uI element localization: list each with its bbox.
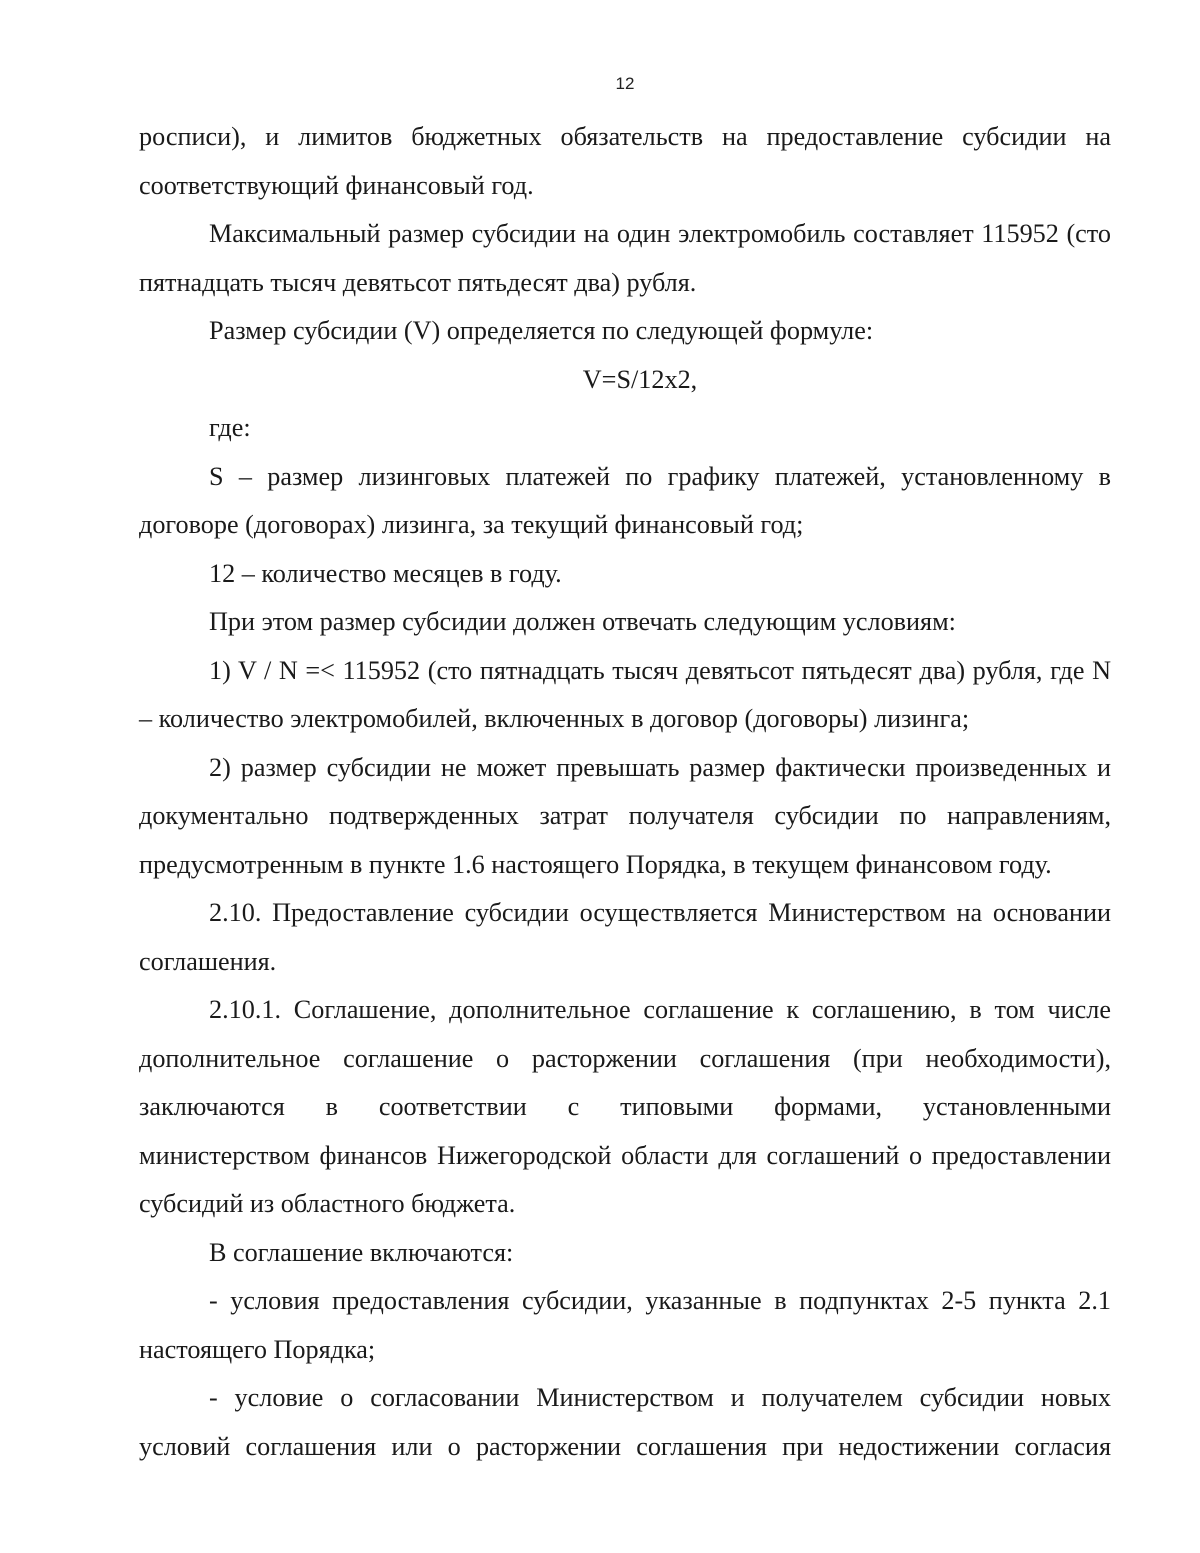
paragraph-item-conditions: - условия предоставления субсидии, указанные в подпунктах 2-5 пункта 2.1 настоящего Порядка;: [139, 1286, 1111, 1364]
paragraph-agreement-includes: В соглашение включаются:: [209, 1237, 514, 1267]
paragraph-item-agreement: - условие о согласовании Министерством и получателем субсидии новых условий соглашения или о расторжении соглашения при недостижении согласия: [139, 1383, 1111, 1461]
paragraph-condition-1: 1) V / N =< 115952 (сто пятнадцать тысяч девятьсот пятьдесят два) рубля, где N – количество электромобилей, включенных в договор (договоры) лизинга;: [139, 655, 1111, 733]
formula: V=S/12x2,: [582, 364, 698, 394]
paragraph-2-10-1-continued: министерством финансов Нижегородской области для соглашений о предоставлении субсидий из областного бюджета.: [139, 1140, 1111, 1218]
paragraph-2-10-1: 2.10.1. Соглашение, дополнительное соглашение к соглашению, в том числе дополнительное соглашение о расторжении соглашения (при необходимости), заключаются в соответствии с типовыми формами, установленными: [139, 995, 1111, 1121]
document-body: [139, 113, 1111, 1471]
paragraph-where: где:: [209, 413, 251, 442]
paragraph-s-definition: S – размер лизинговых платежей по графику платежей, установленному в договоре (договорах) лизинга, за текущий финансовый год;: [139, 461, 1111, 539]
paragraph-formula-intro: Размер субсидии (V) определяется по следующей формуле:: [209, 316, 874, 345]
paragraph-condition-2: 2) размер субсидии не может превышать размер фактически произведенных и документально подтвержденных затрат получателя субсидии по направлениям, предусмотренным в пункте 1.6 настоящего Порядка, в текущем финансовом году.: [139, 752, 1111, 879]
paragraph-max-subsidy: Максимальный размер субсидии на один электромобиль составляет 115952 (сто пятнадцать тысяч девятьсот пятьдесят два) рубля.: [139, 219, 1111, 297]
paragraph-2-10: 2.10. Предоставление субсидии осуществляется Министерством на основании соглашения.: [139, 898, 1111, 976]
page-number: 12: [615, 74, 635, 93]
paragraph-12-definition: 12 – количество месяцев в году.: [209, 558, 562, 588]
paragraph-conditions-intro: При этом размер субсидии должен отвечать следующим условиям:: [209, 607, 956, 636]
paragraph-budget-limits: росписи), и лимитов бюджетных обязательств на предоставление субсидии на соответствующий финансовый год.: [139, 122, 1111, 200]
